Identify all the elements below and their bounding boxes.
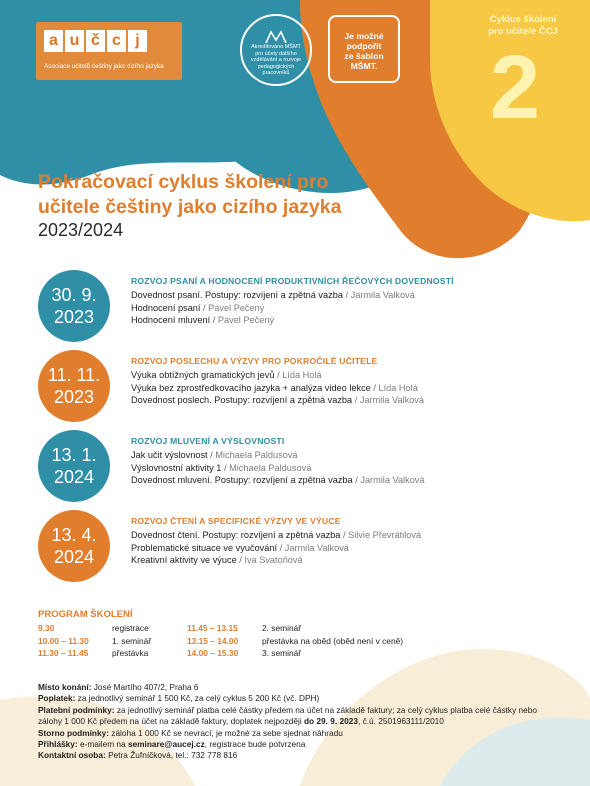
session-line: Jak učit výslovnost / Michaela Paldusová <box>131 450 298 460</box>
program-label: 2. seminář <box>262 623 302 633</box>
badge-line: MŠMT. <box>350 61 378 71</box>
msmt-mark-icon <box>264 30 288 44</box>
logo-letter: c <box>107 30 126 52</box>
program-time: 14.00 – 15.30 <box>187 648 239 659</box>
session-line: Dovednost psaní. Postupy: rozvíjení a zpětná vazba / Jarmila Valková <box>131 290 415 300</box>
signup-label: Přihlášky: <box>38 739 78 750</box>
contact-row <box>38 750 558 761</box>
signup-text: e-mailem na <box>79 739 126 750</box>
session-topic: Problematické situace ve vyučování <box>131 542 278 553</box>
payment-text: za jednotlivý seminář platba celé částky předem na účet na základě faktury; za celý cyklus platba celé částky nebo zálohy 1 000 Kč předem na účet na základě faktury, doplatek nejpozději <box>38 704 537 727</box>
session-lecturer: Pavel Pečený <box>208 302 265 313</box>
title-line: Pokračovací cyklus školení pro <box>38 171 329 193</box>
session-date-circle <box>38 350 110 422</box>
badge-line: ze šablon <box>344 51 384 61</box>
program-time: 10.00 – 11.30 <box>38 635 89 646</box>
payment-row <box>38 705 558 728</box>
cancel-value: záloha 1 000 Kč se nevrací, je možné za sebe sjednat náhradu <box>111 727 343 738</box>
badge-line: podpořit <box>346 41 382 51</box>
program-row <box>38 647 151 660</box>
session-line: Hodnocení psaní / Pavel Pečený <box>131 302 265 313</box>
program-label: přestávka na oběd (oběd není v ceně) <box>262 635 404 646</box>
session-date-circle <box>38 430 110 502</box>
session-topic: Jak učit výslovnost <box>131 450 208 460</box>
program-left-column <box>38 622 151 660</box>
session-lecturer: Lída Holá <box>282 370 322 380</box>
session-topic: Kreativní aktivity ve výuce <box>131 555 237 566</box>
session-line: Hodnocení mluvení / Pavel Pečený <box>131 315 275 326</box>
seal-text: Akreditováno MŠMT pro účely dalšího vzdělávání a rozvoje pedagogických pracovníků <box>250 44 302 76</box>
session-heading: ROZVOJ MLUVENÍ A VÝSLOVNOSTI <box>131 436 285 446</box>
program-label: registrace <box>112 623 149 633</box>
cancel-row <box>38 728 558 739</box>
session-date-day: 30. 9. <box>51 285 97 305</box>
session-line: Dovednost čtení. Postupy: rozvíjení a zpětná vazba / Silvie Převrátilová <box>131 530 422 540</box>
fee-label: Poplatek: <box>38 693 76 704</box>
venue-row <box>38 682 558 693</box>
program-label: 3. seminář <box>262 648 302 659</box>
session-lecturer: Lída Holá <box>378 382 418 393</box>
program-time: 13.15 – 14.00 <box>187 635 239 646</box>
session-date-year: 2024 <box>53 547 95 567</box>
session-lecturer: Jarmila Valková <box>350 290 415 300</box>
session-line: Problematické situace ve vyučování / Jarmila Valková <box>131 542 349 553</box>
session-item <box>38 270 558 344</box>
program-label: přestávka <box>112 648 149 659</box>
msmt-template-badge <box>328 15 400 83</box>
session-date-day: 13. 1. <box>51 445 97 465</box>
logo-subtitle: Asociace učitelů češtiny jako cizího jazyka <box>44 63 164 70</box>
session-line: Výuka obtížných gramatických jevů / Lída Holá <box>131 370 322 380</box>
session-line: Dovednost mluvení. Postupy: rozvíjení a zpětná vazba / Jarmila Valková <box>131 475 425 486</box>
program-title: PROGRAM ŠKOLENÍ <box>38 609 133 620</box>
session-topic: Hodnocení mluvení <box>131 315 211 326</box>
signup-email-link[interactable]: seminare@aucej.cz <box>127 739 205 750</box>
session-topic: Dovednost psaní. Postupy: rozvíjení a zpětná vazba <box>131 290 343 300</box>
session-line: Výslovnostní aktivity 1 / Michaela Paldusová <box>131 462 312 473</box>
program-row <box>187 622 403 635</box>
title-line: učitele češtiny jako cizího jazyka <box>38 196 342 218</box>
session-line: Kreativní aktivity ve výuce / Iva Svatoňová <box>131 555 303 566</box>
program-time: 9.30 <box>38 623 55 633</box>
logo-letters <box>44 30 147 52</box>
session-date-circle <box>38 270 110 342</box>
session-lecturer: Silvie Převrátilová <box>348 530 422 540</box>
session-line: Dovednost poslech. Postupy: rozvíjení a zpětná vazba / Jarmila Valková <box>131 395 425 406</box>
payment-deadline: do 29. 9. 2023 <box>303 716 358 727</box>
session-lecturer: Jarmila Valková <box>359 395 425 406</box>
session-date-circle <box>38 510 110 582</box>
msmt-accreditation-seal <box>240 14 312 86</box>
session-lecturer: Iva Svatoňová <box>244 555 303 566</box>
cancel-label: Storno podmínky: <box>38 727 109 738</box>
program-row <box>187 635 403 648</box>
session-lecturer: Pavel Pečený <box>217 315 275 326</box>
payment-label: Platební podmínky: <box>38 704 115 715</box>
program-right-column <box>187 622 403 660</box>
session-topic: Dovednost poslech. Postupy: rozvíjení a zpětná vazba <box>131 395 353 406</box>
session-heading: ROZVOJ PSANÍ A HODNOCENÍ PRODUKTIVNÍCH ŘEČOVÝCH DOVEDNOSTÍ <box>131 276 454 286</box>
aucj-logo <box>36 22 182 80</box>
session-lecturer: Jarmila Valková <box>360 475 425 486</box>
logo-letter: u <box>65 30 84 52</box>
program-time: 11.30 – 11.45 <box>38 648 89 659</box>
program-row <box>187 647 403 660</box>
signup-note: , registrace bude potvrzena <box>204 739 306 750</box>
session-date-day: 13. 4. <box>51 525 97 545</box>
session-topic: Výslovnostní aktivity 1 <box>131 462 222 473</box>
session-lecturer: Jarmila Valková <box>284 542 349 553</box>
fee-row <box>38 693 558 704</box>
session-topic: Hodnocení psaní <box>131 302 201 313</box>
session-date-year: 2024 <box>53 467 95 487</box>
program-row <box>38 635 151 648</box>
session-topic: Výuka bez zprostředkovacího jazyka + analýza video lekce <box>131 382 371 393</box>
contact-label: Kontaktní osoba: <box>38 750 106 761</box>
cycle-number: 2 <box>490 38 541 138</box>
session-lecturer: Michaela Paldusová <box>215 450 298 460</box>
session-item <box>38 350 558 424</box>
session-topic: Dovednost čtení. Postupy: rozvíjení a zpětná vazba <box>131 530 341 540</box>
session-date-year: 2023 <box>53 387 95 407</box>
program-time: 11.45 – 13.15 <box>187 623 238 633</box>
school-year: 2023/2024 <box>38 220 124 240</box>
logo-letter: a <box>44 30 63 52</box>
session-item <box>38 430 558 504</box>
contact-value: Petra Žufníčková, tel.: 732 778 816 <box>108 750 238 761</box>
session-item <box>38 510 558 584</box>
session-topic: Dovednost mluvení. Postupy: rozvíjení a zpětná vazba <box>131 475 353 486</box>
cycle-label <box>478 14 568 38</box>
page-title <box>38 170 341 220</box>
fee-value: za jednotlivý seminář 1 500 Kč, za celý cyklus 5 200 Kč (vč. DPH) <box>77 693 320 704</box>
program-label: 1. seminář <box>112 635 152 646</box>
practical-info <box>38 682 558 762</box>
cycle-line: pro učitele ČCJ <box>488 26 558 37</box>
session-date-day: 11. 11. <box>47 365 101 385</box>
session-heading: ROZVOJ POSLECHU A VÝZVY PRO POKROČILÉ UČITELE <box>131 356 378 366</box>
program-row <box>38 622 151 635</box>
session-line: Výuka bez zprostředkovacího jazyka + analýza video lekce / Lída Holá <box>131 382 418 393</box>
session-topic: Výuka obtížných gramatických jevů <box>131 370 275 380</box>
badge-line: Je možné <box>344 31 384 41</box>
session-heading: ROZVOJ ČTENÍ A SPECIFICKÉ VÝZVY VE VÝUCE <box>131 516 341 526</box>
signup-row <box>38 739 558 750</box>
session-date-year: 2023 <box>53 307 95 327</box>
logo-letter: j <box>128 30 147 52</box>
venue-label: Místo konání: <box>38 682 92 692</box>
payment-account: , č.ú. 2501963111/2010 <box>357 716 444 727</box>
cycle-line: Cyklus školení <box>489 14 557 25</box>
session-lecturer: Michaela Paldusová <box>229 462 312 473</box>
logo-letter: č <box>86 30 105 52</box>
venue-value: José Martího 407/2, Praha 6 <box>93 682 199 692</box>
